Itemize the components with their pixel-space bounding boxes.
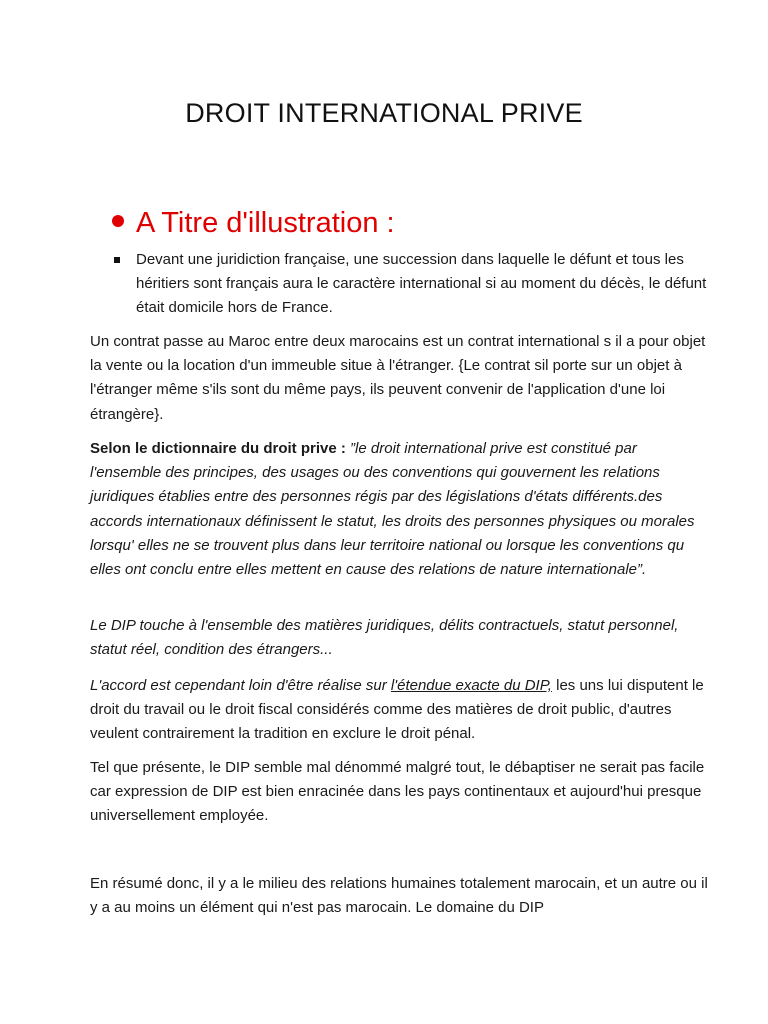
section-heading	[112, 204, 395, 242]
bullet-item-text: Devant une juridiction française, une succession dans laquelle le défunt et tous les héritiers sont français aura le caractère international si au moment du décès, le défunt était domicile hors de France.	[136, 251, 707, 316]
agreement-end: les uns lui disputent le droit du travail ou le droit fiscal considérés comme des matières de droit public, d'autres veulent contrairement la tradition en exclure le droit pénal.	[90, 677, 704, 743]
paragraph-summary: En résumé donc, il y a le milieu des relations humaines totalement marocain, et un autre ou il y a au moins un élément qui n'est pas marocain. Le domaine du DIP	[90, 875, 708, 917]
paragraph-definition	[90, 437, 710, 582]
paragraph-contract: Un contrat passe au Maroc entre deux marocains est un contrat international s il a pour objet la vente ou la location d'un immeuble situe à l'étranger. {Le contrat sil porte sur un objet à l'étranger même s'ils sont du même pays, ils peuvent convenir de l'application d'une loi étrangère}.	[90, 333, 706, 423]
paragraph-naming: Tel que présente, le DIP semble mal dénommé malgré tout, le débaptiser ne serait pas facile car expression de DIP est bien enracinée dans les pays continentaux et aujourd'hui presque universellement employée.	[90, 759, 705, 825]
square-bullet-icon	[114, 257, 120, 263]
paragraph-agreement	[90, 674, 710, 747]
document-title: DROIT INTERNATIONAL PRIVE	[185, 98, 583, 128]
bullet-dot-icon	[112, 215, 124, 227]
bullet-list	[114, 248, 714, 320]
definition-label: Selon le dictionnaire du droit prive :	[90, 440, 351, 457]
paragraph-scope: Le DIP touche à l'ensemble des matières juridiques, délits contractuels, statut personnel, statut réel, condition des étrangers...	[90, 617, 679, 659]
agreement-start: L'accord est cependant loin d'être réalise sur	[90, 677, 391, 694]
agreement-underlined: l'étendue exacte du DIP,	[390, 677, 552, 694]
definition-quote: ”le droit international prive est constitué par l'ensemble des principes, des usages ou des conventions qui gouvernent les relations juridiques établies entre des personnes régis par des législations d'états différents.des accords internationaux définissent le statut, les droits des personnes physiques ou morales lorsqu' elles ne se trouvent plus dans leur territoire national ou lorsque les conventions qu elles ont conclu entre elles mettent en cause des relations de nature internationale”.	[90, 440, 695, 579]
section-heading-text: A Titre d'illustration :	[136, 207, 395, 239]
